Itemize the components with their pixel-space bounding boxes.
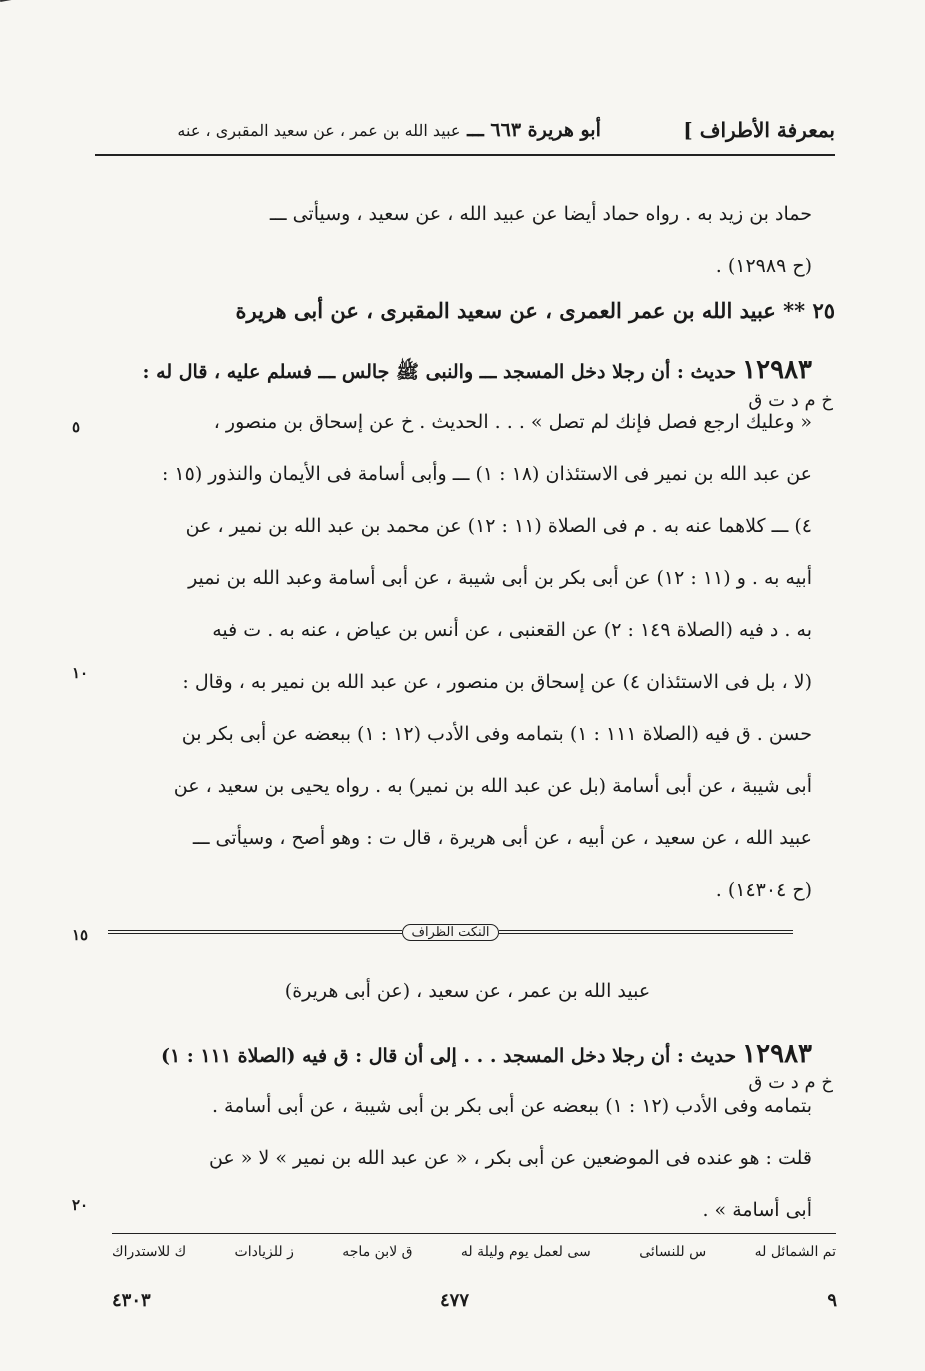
section-title xyxy=(100,298,835,323)
nukat-divider xyxy=(108,920,793,944)
margin-line-number: ٢٠ xyxy=(72,1196,89,1214)
text-line xyxy=(100,344,812,396)
text-line: « وعليك ارجع فصل فإنك لم تصل » . . . الحديث . خ عن إسحاق بن منصور ، xyxy=(213,411,812,433)
divider-rule xyxy=(499,930,793,934)
text-line: عبيد الله ، عن سعيد ، عن أبيه ، عن أبى هريرة ، قال ت : وهو أصح ، وسيأتى ـــ xyxy=(192,827,812,849)
footer-rule xyxy=(112,1233,836,1234)
header-rule xyxy=(95,154,835,156)
text-line: بتمامه وفى الأدب (١٢ : ١) ببعضه عن أبى بكر بن أبى شيبة ، عن أبى أسامة . xyxy=(211,1095,812,1117)
legend-item: ز للزيادات xyxy=(234,1244,294,1260)
text-line: أبى شيبة ، عن أبى أسامة (بل عن عبد الله بن نمير) به . رواه يحيى بن سعيد ، عن xyxy=(173,775,812,797)
margin-line-number: ١٠ xyxy=(72,664,89,682)
running-header xyxy=(95,110,835,150)
text-line: قلت : هو عنده فى الموضعين عن أبى بكر ، « عن عبد الله بن نمير » لا « عن xyxy=(208,1147,812,1169)
divider-label: النكت الظراف xyxy=(402,924,498,941)
hadith-entry xyxy=(100,344,812,916)
text-line: حماد بن زيد به . رواه حماد أيضا عن عبيد الله ، عن سعيد ، وسيأتى ـــ xyxy=(269,203,812,225)
legend-item: ق لابن ماجه xyxy=(342,1244,413,1260)
header-center xyxy=(177,119,600,141)
cumulative-number: ٤٣٠٣ xyxy=(112,1290,151,1311)
hadith-number: ١٢٩٨٣ xyxy=(742,355,812,385)
legend-item: س للنسائى xyxy=(639,1244,707,1260)
page-number: ٤٧٧ xyxy=(440,1290,470,1311)
hadith-number: ١٢٩٨٣ xyxy=(742,1039,812,1069)
gathering-number: ٩ xyxy=(827,1290,837,1311)
text-line xyxy=(100,1028,812,1080)
text-line-content: حديث : أن رجلا دخل المسجد . . . إلى أن قال : ق فيه (الصلاة ١١١ : ١) xyxy=(160,1045,737,1067)
text-line: أبى أسامة » . xyxy=(702,1199,812,1221)
nukat-entry xyxy=(100,1028,812,1236)
section-title-text: عبيد الله بن عمر العمرى ، عن سعيد المقبرى ، عن أبى هريرة xyxy=(235,298,776,323)
text-line: (لا ، بل فى الاستئذان ٤) عن إسحاق بن منصور ، عن عبد الله بن نمير به ، وقال : xyxy=(182,671,812,693)
header-center-bold: أبو هريرة ٦٦٣ ـــ xyxy=(467,119,601,141)
sigla: خ م د ت ق xyxy=(748,390,833,411)
text-line: حسن . ق فيه (الصلاة ١١١ : ١) بتمامه وفى الأدب (١٢ : ١) ببعضه عن أبى بكر بن xyxy=(181,723,812,745)
sigla-legend xyxy=(112,1244,836,1260)
text-line: به . د فيه (الصلاة ١٤٩ : ٢) عن القعنبى ، عن أنس بن عياض ، عنه به . ت فيه xyxy=(212,619,812,641)
margin-line-number: ١٥ xyxy=(72,926,89,944)
text-line: ٤) ـــ كلاهما عنه به . م فى الصلاة (١١ : ١٢) عن محمد بن عبد الله بن نمير ، عن xyxy=(185,515,812,537)
margin-line-number: ٥ xyxy=(72,418,81,436)
legend-item: تم الشمائل له xyxy=(754,1244,836,1260)
legend-item: ك للاستدراك xyxy=(112,1244,187,1260)
nukat-heading: عبيد الله بن عمر ، عن سعيد ، (عن أبى هريرة) xyxy=(284,980,651,1002)
divider-rule xyxy=(108,930,402,934)
text-line-content: حديث : أن رجلا دخل المسجد ـــ والنبى ﷺ جالس ـــ فسلم عليه ، قال له : xyxy=(142,361,737,383)
section-marker: ٢٥ ** xyxy=(783,298,835,323)
legend-item: سى لعمل يوم وليلة له xyxy=(460,1244,591,1260)
header-right: بمعرفة الأطراف ] xyxy=(683,118,835,142)
text-line: (ح ١٤٣٠٤) . xyxy=(715,879,812,901)
continuation-block xyxy=(100,188,812,292)
page-corner-mark xyxy=(0,0,73,22)
header-center-small: عبيد الله بن عمر ، عن سعيد المقبرى ، عنه xyxy=(177,121,461,140)
sigla: خ م د ت ق xyxy=(748,1072,833,1093)
text-line: أبيه به . و (١١ : ١٢) عن أبى بكر بن أبى شيبة ، عن أبى أسامة وعبد الله بن نمير xyxy=(188,567,812,589)
text-line: (ح ١٢٩٨٩) . xyxy=(715,255,812,277)
text-line: عن عبد الله بن نمير فى الاستئذان (١٨ : ١) ـــ وأبى أسامة فى الأيمان والنذور (١٥ : xyxy=(161,463,812,485)
